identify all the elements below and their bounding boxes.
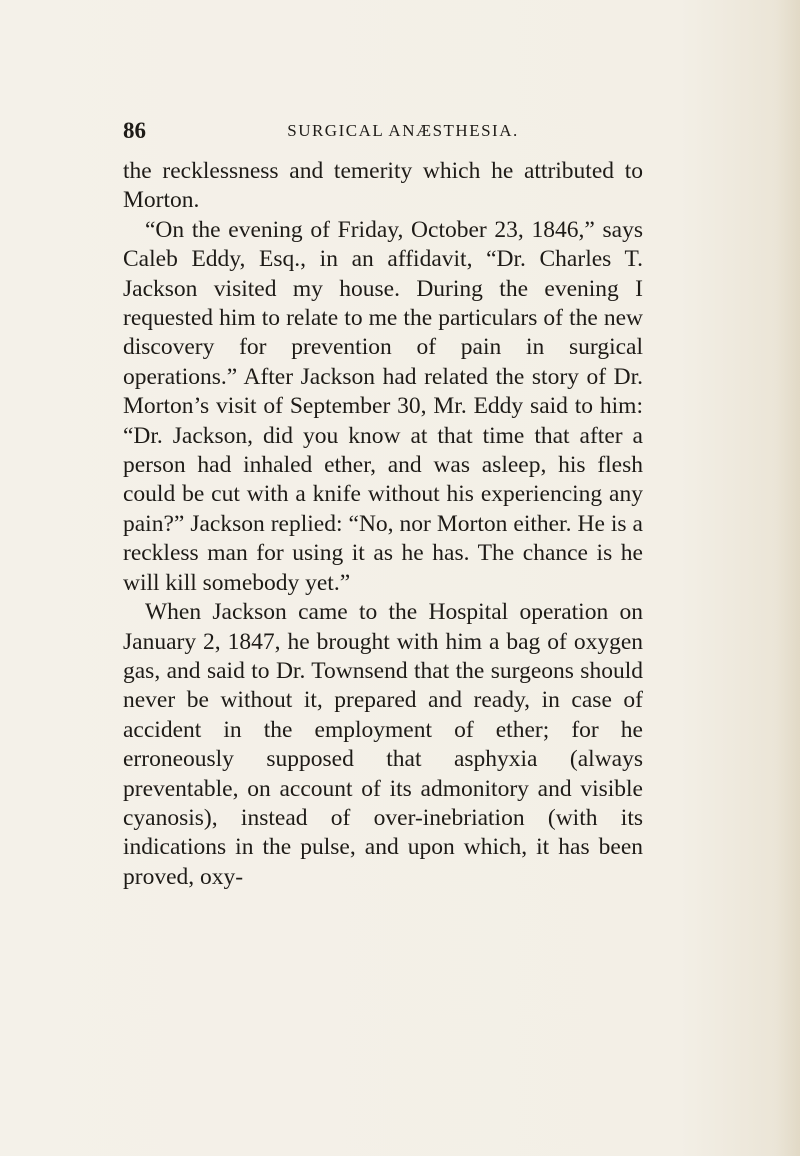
running-head [123, 117, 643, 145]
paragraph-eddy-affidavit: “On the evening of Friday, October 23, 1846,” says Caleb Eddy, Esq., in an affidavit, “Dr. Charles T. Jackson visited my house. During the evening I requested him to relate to me the particulars of the new discovery for prevention of pain in surgical operations.” After Jackson had related the story of Dr. Morton’s visit of September 30, Mr. Eddy said to him: “Dr. Jackson, did you know at that time that after a person had inhaled ether, and was asleep, his flesh could be cut with a knife without his experiencing any pain?” Jackson replied: “No, nor Morton either. He is a reckless man for using it as he has. The chance is he will kill somebody yet.” [123, 216, 643, 596]
page-number: 86 [123, 118, 146, 143]
body-text [123, 157, 643, 892]
paragraph-continuation: the recklessness and temerity which he attributed to Morton. [123, 158, 643, 214]
paragraph-hospital-operation: When Jackson came to the Hospital operation on January 2, 1847, he brought with him a bag of oxygen gas, and said to Dr. Townsend that the surgeons should never be without it, prepared and ready, in case of accident in the employment of ether; for he erroneously supposed that asphyxia (always preventable, on account of its admonitory and visible cyanosis), instead of over-inebriation (with its indications in the pulse, and upon which, it has been proved, oxy- [123, 599, 643, 890]
running-title: SURGICAL ANÆSTHESIA. [287, 121, 519, 140]
